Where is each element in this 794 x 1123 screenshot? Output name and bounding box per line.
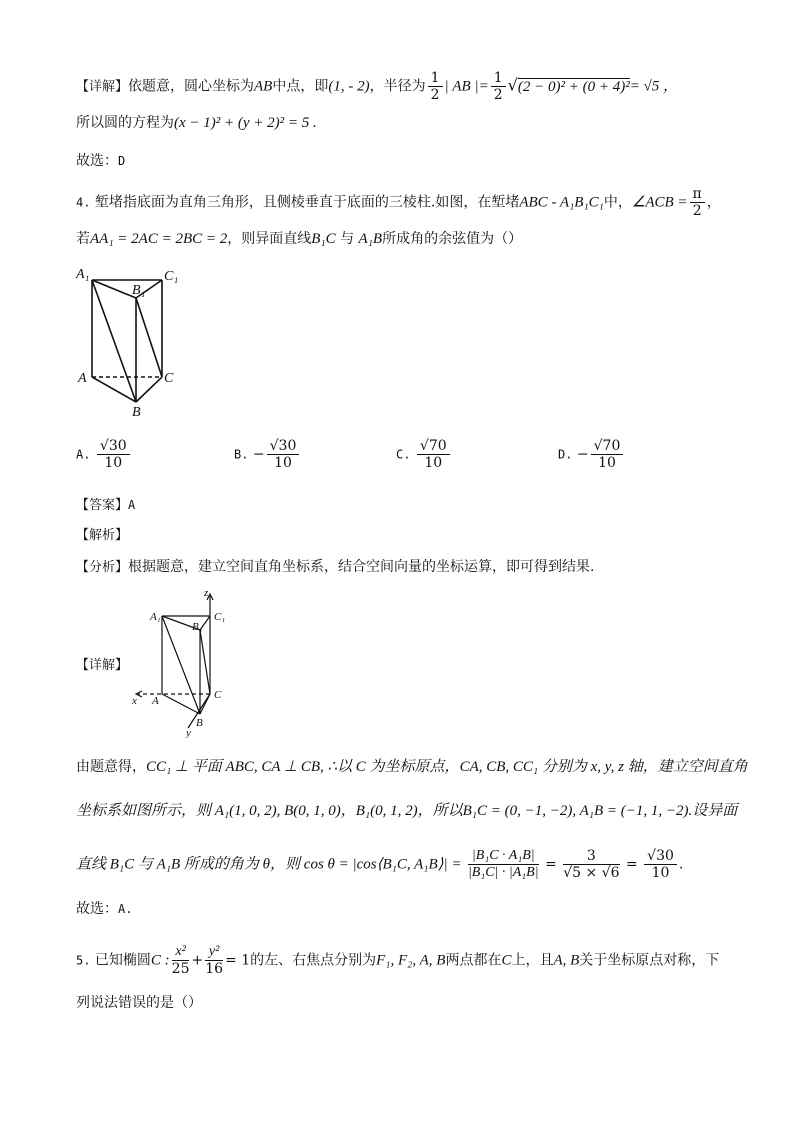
option-fraction: $\frac{√30}{10}$ — [97, 438, 130, 471]
answer-value: D — [118, 154, 126, 168]
radical-sign: √ — [507, 75, 518, 95]
option-c[interactable] — [396, 438, 452, 471]
math-condition: AA₁ = 2AC = 2BC = 2 — [90, 231, 228, 247]
answer-label: 故选： — [76, 153, 118, 169]
label-z: z — [204, 587, 209, 599]
question-text: 关于坐标原点对称，下 — [579, 952, 720, 969]
question-5-line-2 — [76, 992, 734, 1014]
detail-tag: 【详解】 — [76, 79, 129, 95]
math-eq: = 1 — [225, 952, 251, 969]
edge-a1b1 — [92, 280, 136, 298]
answer-tag: 【答案】 — [76, 498, 129, 513]
answer-value: A — [128, 498, 136, 512]
question-text: ，则异面直线 — [227, 231, 312, 247]
answer-value: A. — [118, 902, 133, 916]
fraction-3: $\frac{3}{√5 \times √6}$ — [563, 848, 620, 881]
question-number: 5. — [76, 953, 91, 968]
diagonal-b1c — [136, 298, 162, 377]
analysis-text: 根据题意，建立空间直角坐标系，结合空间向量的坐标运算，即可得到结果. — [128, 559, 595, 575]
question-text: 的左、右焦点分别为 — [250, 952, 377, 969]
label-a1: A₁ — [150, 611, 161, 623]
detail-text: 依题意，圆心坐标为 — [128, 78, 255, 95]
punctuation: ， — [706, 194, 721, 211]
question-4-line-1 — [76, 186, 734, 219]
option-letter: C. — [396, 447, 411, 462]
prism-figure — [70, 262, 190, 420]
label-a: A — [78, 371, 87, 386]
detail-2-line-3 — [76, 848, 734, 881]
math-eq: = — [545, 856, 557, 873]
math-c: C — [501, 952, 512, 969]
analysis-line — [76, 556, 734, 579]
fraction-cos: $\frac{\text{|B₁C · A₁B|}}{\text{|B₁C| · |A₁B|}}$ — [467, 848, 539, 880]
analysis-tag: 【解析】 — [76, 528, 129, 543]
question-text: 列说法错误的是（） — [76, 995, 202, 1011]
math-eq: = — [625, 856, 638, 873]
math-ellipse: C : — [150, 952, 170, 969]
label-x: x — [132, 695, 137, 707]
coordinate-figure — [128, 586, 238, 738]
answer-line-1 — [76, 150, 734, 172]
detail-text: 所以圆的方程为 — [76, 115, 174, 131]
label-b: B — [196, 717, 203, 729]
question-5-line-1 — [76, 944, 734, 977]
option-sign: − — [576, 446, 589, 463]
math-angle: ∠ACB = — [631, 194, 688, 211]
math-plus: + — [191, 952, 204, 969]
math-text: CA, CB, CC₁ 分别为 x, y, z 轴，建立空间直角 — [459, 759, 748, 775]
detail-2-line-2 — [76, 800, 738, 822]
analysis-sub-tag: 【分析】 — [76, 560, 129, 575]
diagonal-a1b — [92, 280, 136, 402]
option-letter: A. — [76, 447, 91, 462]
edge-ab — [92, 377, 136, 402]
label-c1: C₁ — [214, 611, 226, 623]
math-radical: (2 − 0)² + (0 + 4)² — [517, 78, 630, 95]
math-circle-eq: (x − 1)² + (y + 2)² = 5 . — [174, 115, 317, 131]
fraction-x2-25: $\frac{\text{x²}}{25}$ — [171, 944, 190, 977]
detail-2-line-1 — [76, 756, 748, 778]
option-b[interactable] — [234, 438, 301, 471]
option-fraction: $\frac{√70}{10}$ — [417, 438, 450, 471]
question-text: 若 — [76, 231, 90, 247]
option-fraction: $\frac{√70}{10}$ — [591, 438, 624, 471]
math-ab: AB — [254, 78, 273, 95]
question-text: 中， — [603, 194, 632, 211]
label-c: C — [214, 689, 222, 701]
option-letter: B. — [234, 447, 249, 462]
answer-line-2 — [76, 898, 734, 920]
question-text: 上，且 — [511, 952, 554, 969]
math-foci: F₁, F₂, A, B — [376, 952, 446, 969]
detail-tag: 【详解】 — [76, 658, 129, 673]
label-b1: B₁ — [132, 283, 146, 298]
math-eq: = √5 ， — [629, 78, 679, 95]
math-line-b1c: B₁C — [311, 231, 336, 247]
edge-bc — [200, 694, 210, 714]
label-c1: C₁ — [164, 269, 179, 284]
math-abs-ab: | AB |= — [444, 78, 489, 95]
answer-label: 故选： — [76, 901, 118, 917]
option-fraction: $\frac{√30}{10}$ — [267, 438, 300, 471]
detail-line-1 — [76, 70, 734, 103]
math-prism: ABC - A₁B₁C₁ — [519, 194, 604, 211]
punctuation: . — [678, 856, 684, 873]
label-b1: B₁ — [192, 621, 203, 633]
question-number: 4. — [76, 195, 91, 210]
fraction-pi-over-2: $\frac{\pi}{2}$ — [690, 186, 705, 219]
detail-text: 中点，即 — [272, 78, 329, 95]
math-ab: A, B — [553, 952, 580, 969]
option-a[interactable] — [76, 438, 132, 471]
question-text: 两点都在 — [445, 952, 502, 969]
math-center: (1, - 2) — [328, 78, 370, 95]
fraction-half: $\frac{1}{2}$ — [428, 70, 443, 103]
label-c: C — [164, 371, 174, 386]
label-a1: A₁ — [76, 267, 90, 282]
answer-block — [76, 494, 734, 517]
question-4-line-2 — [76, 228, 734, 250]
fraction-half: $\frac{1}{2}$ — [491, 70, 506, 103]
detail-line-2 — [76, 112, 734, 134]
edge-bc — [136, 377, 162, 402]
math-vectors: B₁C = (0, −1, −2), A₁B = (−1, 1, −2).设异面 — [462, 803, 738, 819]
diagonal-b1c — [200, 630, 210, 694]
math-text: CC₁ ⊥ 平面 ABC, CA ⊥ CB, ∴以 C 为坐标原点， — [146, 759, 460, 775]
fraction-result: $\frac{√30}{10}$ — [644, 848, 677, 881]
label-y: y — [186, 727, 191, 738]
math-line-a1b: A₁B — [358, 231, 383, 247]
question-text: 堑堵指底面为直角三角形，且侧棱垂直于底面的三棱柱.如图，在堑堵 — [94, 194, 520, 211]
label-a: A — [152, 695, 159, 707]
edge-ab — [162, 694, 200, 714]
option-sign: − — [252, 446, 265, 463]
question-text: 与 — [340, 231, 355, 247]
detail-text: 由题意得， — [76, 759, 146, 775]
math-text: 直线 B₁C 与 A₁B 所成的角为 θ，则 cos θ = |cos⟨B₁C, A₁B⟩| = — [76, 856, 462, 873]
analysis-block — [76, 524, 734, 547]
label-b: B — [132, 405, 141, 420]
fraction-y2-16: $\frac{\text{y²}}{16}$ — [205, 944, 224, 977]
option-letter: D. — [558, 447, 573, 462]
detail-text: ，半径为 — [369, 78, 426, 95]
question-text: 已知椭圆 — [94, 952, 151, 969]
question-text: 所成角的余弦值为（） — [382, 231, 523, 247]
option-d[interactable] — [558, 438, 625, 471]
math-text: 坐标系如图所示，则 A₁(1, 0, 2), B(0, 1, 0)，B₁(0, 1, 2)，所以 — [76, 803, 463, 819]
